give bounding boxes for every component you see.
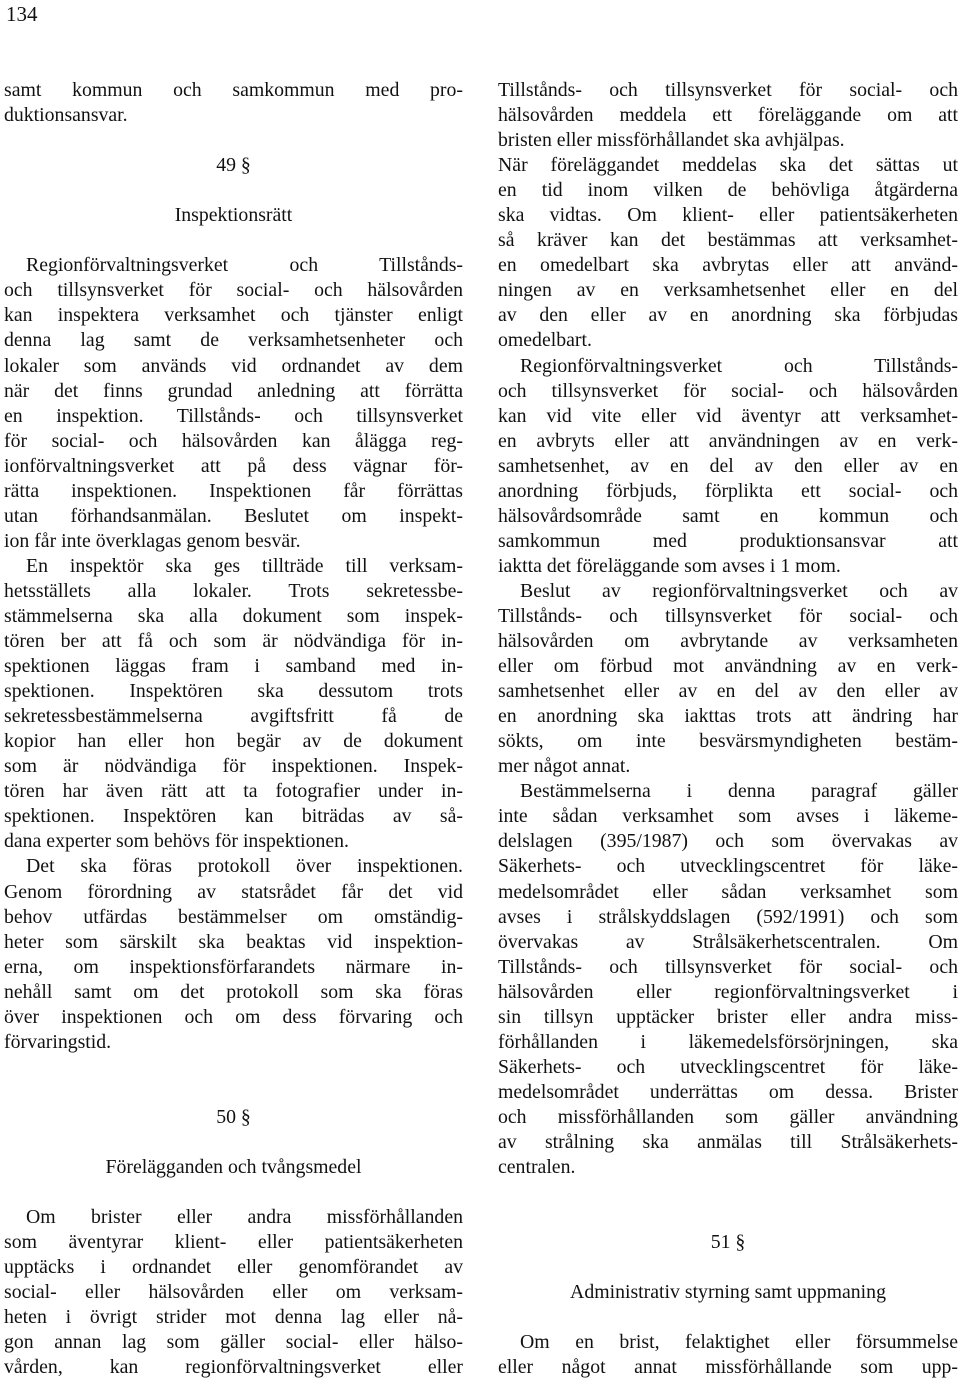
body-line: duktionsansvar. xyxy=(4,104,128,127)
body-line: Beslut av regionförvaltningsverket och av xyxy=(520,579,958,602)
body-line: samkommun med produktionsansvar att xyxy=(498,529,958,552)
body-line: ningen av en verksamhetsenhet eller en del xyxy=(498,279,958,302)
body-line: spektionen läggas fram i samband med in- xyxy=(4,655,463,678)
body-line: social- eller hälsovården eller om verksam- xyxy=(4,1281,463,1304)
body-line: Tillstånds- och tillsynsverket för social- och xyxy=(498,604,958,627)
section-heading: Förelägganden och tvångsmedel xyxy=(105,1156,362,1179)
section-number: 50 § xyxy=(216,1105,251,1128)
body-line: iaktta det föreläggande som avses i 1 mom. xyxy=(498,554,841,577)
body-line: gon annan lag som gäller social- eller hälso- xyxy=(4,1331,463,1354)
body-line: ska vidtas. Om klient- eller patientsäkerheten xyxy=(498,204,958,227)
body-line: Om brister eller andra missförhållanden xyxy=(26,1206,463,1229)
body-line: mer något annat. xyxy=(498,755,631,778)
body-line: denna lag samt de verksamhetsenheter och xyxy=(4,329,463,352)
body-line: hetsställets alla lokaler. Trots sekretessbe- xyxy=(4,579,463,602)
body-line: eller något annat missförhållande som upp- xyxy=(498,1356,958,1379)
body-line: en inspektion. Tillstånds- och tillsynsverket xyxy=(4,404,463,427)
body-line: övervakas av Strålsäkerhetscentralen. Om xyxy=(498,930,958,953)
body-line: En inspektör ska ges tillträde till verksam- xyxy=(26,554,463,577)
body-line: kopior han eller hon begär av de dokument xyxy=(4,730,463,753)
section-number: 49 § xyxy=(216,154,251,177)
body-line: Regionförvaltningsverket och Tillstånds- xyxy=(26,254,463,277)
body-line: Tillstånds- och tillsynsverket för social- och xyxy=(498,79,958,101)
body-line: upptäcks i ordnandet eller genomförandet av xyxy=(4,1256,463,1279)
body-line: och tillsynsverket för social- och hälsovården xyxy=(498,379,958,402)
body-line: hälsovårdsområde samt en kommun och xyxy=(498,504,958,527)
body-line: Säkerhets- och utvecklingscentret för läke- xyxy=(498,855,958,878)
body-line: ion får inte överklagas genom besvär. xyxy=(4,529,301,552)
body-line: delslagen (395/1987) och som övervakas av xyxy=(498,830,958,853)
body-line: heter som särskilt ska beaktas vid inspektion- xyxy=(4,930,463,953)
body-line: stämmelserna ska alla dokument som inspek- xyxy=(4,604,463,627)
body-line: som är nödvändiga för inspektionen. Inspek- xyxy=(4,755,463,778)
body-line: inte sådan verksamhet som avses i läkeme- xyxy=(498,805,958,828)
body-line: omedelbart. xyxy=(498,329,592,352)
body-line: spektionen. Inspektören kan biträdas av så- xyxy=(4,805,463,828)
body-line: sekretessbestämmelserna avgiftsfritt få de xyxy=(4,705,463,728)
body-line: kan inspektera verksamhet och tjänster enligt xyxy=(4,304,463,327)
body-line: avses i strålskyddslagen (592/1991) och som xyxy=(498,905,958,928)
body-line: Säkerhets- och utvecklingscentret för läke- xyxy=(498,1055,958,1078)
body-line: medelsområdet underrättas om dessa. Brister xyxy=(498,1080,958,1103)
body-line: en tid inom vilken de behövliga åtgärderna xyxy=(498,179,958,202)
body-line: Genom förordning av statsrådet får det vid xyxy=(4,880,463,903)
section-number: 51 § xyxy=(710,1231,746,1254)
body-line: dana experter som behövs för inspektionen. xyxy=(4,830,349,853)
body-line: centralen. xyxy=(498,1156,576,1179)
left-column xyxy=(4,78,463,1380)
body-line: samt kommun och samkommun med pro- xyxy=(4,79,463,101)
body-line: och tillsynsverket för social- och hälsovården xyxy=(4,279,463,302)
body-line: samhetsenhet, av en del av den eller av en xyxy=(498,454,958,477)
body-line: Tillstånds- och tillsynsverket för social- och xyxy=(498,955,958,978)
body-line: Bestämmelserna i denna paragraf gäller xyxy=(520,780,958,803)
body-line: hälsovården meddela ett föreläggande om att xyxy=(498,104,958,127)
body-line: sökts, om inte besvärsmyndigheten bestäm- xyxy=(498,730,958,753)
body-line: förvaringstid. xyxy=(4,1030,112,1053)
body-line: och missförhållanden som gäller användning xyxy=(498,1105,958,1128)
body-line: tören ber att få och som är nödvändiga för in- xyxy=(4,630,463,653)
body-line: förhållanden i läkemedelsförsörjningen, ska xyxy=(498,1030,958,1053)
body-line: Regionförvaltningsverket och Tillstånds- xyxy=(520,354,958,377)
body-line: bristen eller missförhållandet ska avhjälpas. xyxy=(498,129,845,152)
body-line: en avbryts eller att användningen av en verk- xyxy=(498,429,958,452)
body-line: när det finns grundad anledning att förrätta xyxy=(4,379,463,402)
body-line: spektionen. Inspektören ska dessutom trots xyxy=(4,680,463,703)
section-heading: Inspektionsrätt xyxy=(174,204,293,227)
body-line: hälsovården eller regionförvaltningsverket i xyxy=(498,980,958,1003)
body-line: samhetsenhet eller av en del av den eller av xyxy=(498,680,958,703)
body-line: hälsovården om avbrytande av verksamheten xyxy=(498,630,958,653)
body-line: som äventyrar klient- eller patientsäkerheten xyxy=(4,1231,463,1254)
body-line: eller om förbud mot användning av en verk- xyxy=(498,655,958,678)
body-line: anordning förbjuds, förplikta ett social- och xyxy=(498,479,958,502)
body-line: sin tillsyn upptäcker brister eller andra miss- xyxy=(498,1005,958,1028)
body-line: för social- och hälsovården kan ålägga reg- xyxy=(4,429,463,452)
body-line: När föreläggandet meddelas ska det sättas ut xyxy=(498,154,958,177)
body-line: Det ska föras protokoll över inspektionen. xyxy=(26,855,463,878)
body-line: behov utfärdas bestämmelser om omständig- xyxy=(4,905,463,928)
body-line: en omedelbart ska avbrytas eller att använd- xyxy=(498,254,958,277)
body-line: erna, om inspektionsförfarandets närmare in- xyxy=(4,955,463,978)
body-line: medelsområdet eller sådan verksamhet som xyxy=(498,880,958,903)
body-line: kan vid vite eller vid äventyr att verksamhet- xyxy=(498,404,958,427)
page-number: 134 xyxy=(6,2,38,26)
body-line: vården, kan regionförvaltningsverket eller xyxy=(4,1356,463,1379)
body-line: av strålning ska anmälas till Strålsäkerhets- xyxy=(498,1130,958,1153)
section-heading: Administrativ styrning samt uppmaning xyxy=(570,1281,886,1304)
body-line: en anordning ska iakttas trots att ändring har xyxy=(498,705,958,728)
body-line: utan förhandsanmälan. Beslutet om inspekt- xyxy=(4,504,463,527)
body-line: lokaler som används vid ordnandet av dem xyxy=(4,354,463,377)
body-line: ionförvaltningsverket att på dess vägnar för- xyxy=(4,454,463,477)
body-line: heten i övrigt strider mot denna lag eller nå- xyxy=(4,1306,463,1329)
body-line: tören har även rätt att ta fotografier under in- xyxy=(4,780,463,803)
body-line: över inspektionen och om dess förvaring och xyxy=(4,1005,463,1028)
body-line: så kräver kan det bestämmas att verksamhet- xyxy=(498,229,958,252)
body-line: nehåll samt om det protokoll som ska föras xyxy=(4,980,463,1003)
body-line: rätta inspektionen. Inspektionen får förrättas xyxy=(4,479,463,502)
body-line: av den eller av en anordning ska förbjudas xyxy=(498,304,958,327)
body-line: Om en brist, felaktighet eller försummelse xyxy=(520,1331,958,1354)
right-column xyxy=(498,78,958,1380)
